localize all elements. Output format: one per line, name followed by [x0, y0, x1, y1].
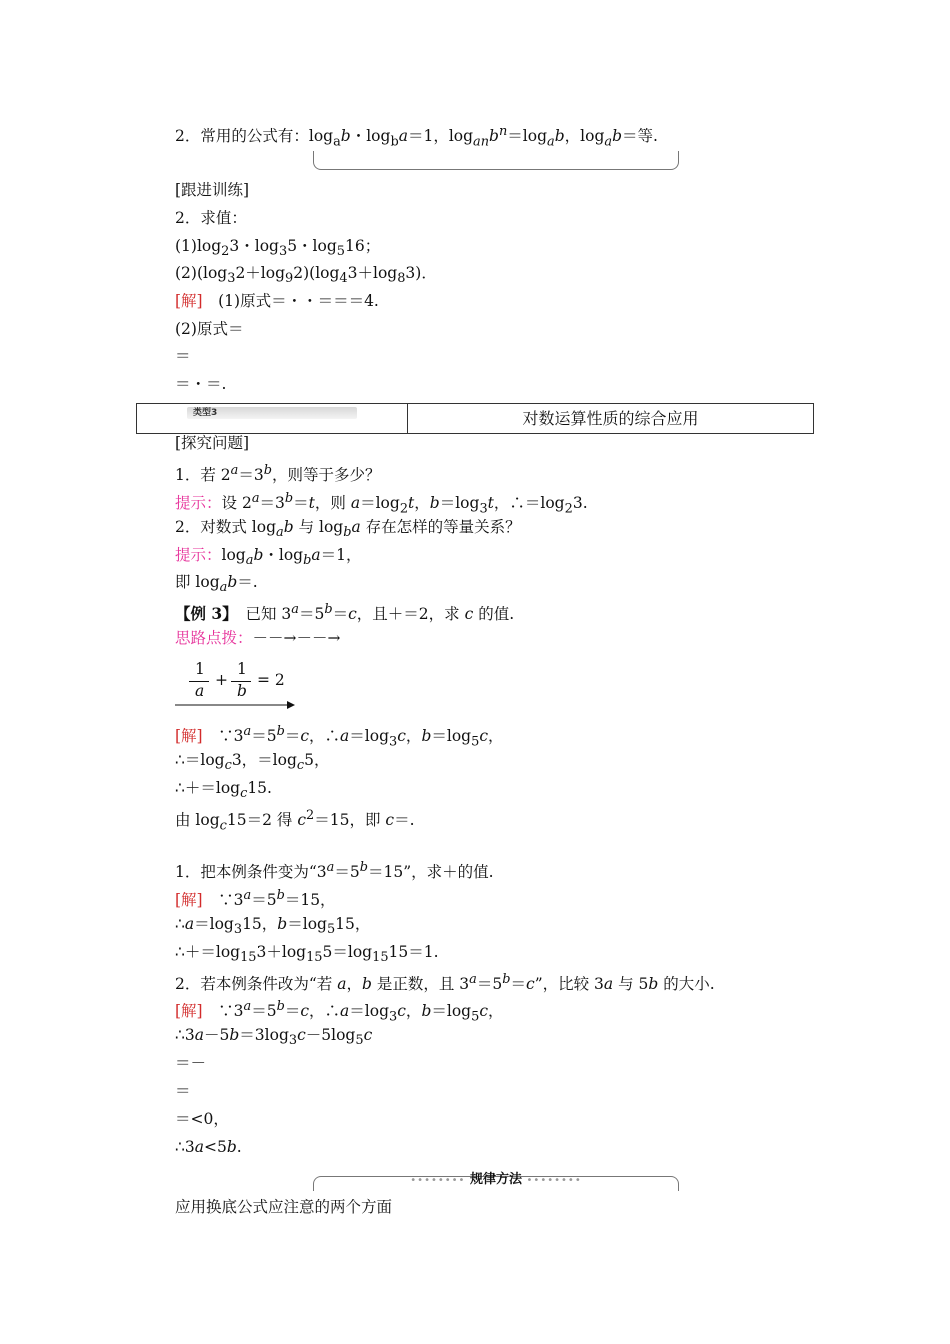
- inquiry-q2: 2．对数式 $\log_ab$ 与 $\log_ba$ 存在怎样的等量关系？: [175, 518, 521, 541]
- solution-part2: (2)原式＝: [175, 320, 244, 338]
- frac-plus: +: [215, 671, 228, 689]
- exercise-2-part1: $(1)\log_23$・$\log_35$・$\log_516$；: [175, 237, 381, 260]
- variant-2-step: ＝－: [175, 1054, 207, 1072]
- method-label-text: 规律方法: [469, 1172, 522, 1187]
- method-label: [313, 1168, 679, 1187]
- frac-2-num: 1: [237, 660, 247, 678]
- example-3: 【例 3】 已知 $3^a=5^b=c$，且＋＝2，求 c 的值.: [175, 602, 515, 624]
- variant-1-solution: [解] $\because 3^a=5^b=15$，: [175, 888, 336, 910]
- dots-left-icon: ••••••••: [410, 1175, 466, 1186]
- solution-part1: [解] (1)原式＝・・＝＝＝4.: [175, 292, 379, 310]
- variant-2-conclusion: ∴3a<5b.: [175, 1138, 242, 1156]
- frac-1-den: a: [195, 682, 205, 700]
- formula-list: 2．常用的公式有：$\log_ab$・$\log_ba=1$，$\log_{an}b^n=\log_ab$，$\log_ab=$等.: [175, 124, 658, 150]
- formula-box: [313, 151, 679, 170]
- inquiry-q1: 1．若 $2^a=3^b$，则等于多少？: [175, 463, 381, 485]
- example-step: $\therefore+=\log_c15$.: [175, 779, 272, 802]
- frac-1-num: 1: [195, 660, 205, 678]
- example-conclusion: 由 $\log_c15=2$ 得 $c^2=15$，即 c＝.: [175, 808, 415, 834]
- variant-2: 2．若本例条件改为“若 a，b 是正数，且 $3^a=5^b=c$”，比较 3a 与 5b 的大小.: [175, 972, 715, 994]
- inquiry-hint2-cont: 即 $\log_ab=$.: [175, 573, 258, 596]
- arrow-icon: [175, 700, 295, 710]
- flow-formula: [175, 660, 295, 710]
- inquiry-hint1: 提示：设 $2^a=3^b=t$，则 $a=\log_2t$，$b=\log_3t$，$\therefore=\log_23$.: [175, 491, 588, 517]
- section-type-header: [136, 403, 814, 434]
- variant-2-step: $\therefore 3a-5b=3\log_3c-5\log_5c$: [175, 1026, 373, 1049]
- frac-2-den: b: [237, 682, 247, 700]
- example-step: $\therefore=\log_c3$，$=\log_c5$，: [175, 751, 330, 774]
- variant-1-step: $\therefore+=\log_{15}3+\log_{15}5=\log_{15}15=1$.: [175, 943, 439, 966]
- exercise-2-part2: $(2)(\log_32+\log_92)(\log_43+\log_83)$．: [175, 264, 437, 287]
- variant-2-step: ＝<0，: [175, 1110, 229, 1128]
- exercise-2-title: 2．求值：: [175, 209, 247, 227]
- variant-1-step: $\therefore a=\log_315$，$b=\log_515$，: [175, 915, 371, 938]
- thinking-hint: 思路点拨：－－→－－→: [175, 629, 341, 647]
- type-badge-cell: [137, 404, 408, 433]
- type-title: 对数运算性质的综合应用: [522, 409, 699, 428]
- inquiry-heading: [探究问题]: [175, 434, 250, 452]
- type-badge: 类型3: [187, 407, 357, 419]
- variant-2-solution: [解] $\because 3^a=5^b=c$，$\therefore a=\log_3c$，$b=\log_5c$，: [175, 999, 504, 1025]
- inquiry-hint2: 提示：$\log_ab$・$\log_ba=1$，: [175, 546, 362, 569]
- dots-right-icon: ••••••••: [526, 1175, 582, 1186]
- frac-rhs: = 2: [257, 671, 285, 689]
- variant-2-step: ＝: [175, 1082, 191, 1100]
- follow-up-heading: [跟进训练]: [175, 181, 250, 199]
- example-solution: [解] $\because 3^a=5^b=c$，$\therefore a=\log_3c$，$b=\log_5c$，: [175, 724, 504, 750]
- method-text: 应用换底公式应注意的两个方面: [175, 1198, 393, 1216]
- solution-step: ＝: [175, 347, 191, 365]
- solution-step: ＝・＝.: [175, 375, 227, 393]
- variant-1: 1．把本例条件变为“$3^a=5^b=15$”，求＋的值.: [175, 860, 494, 882]
